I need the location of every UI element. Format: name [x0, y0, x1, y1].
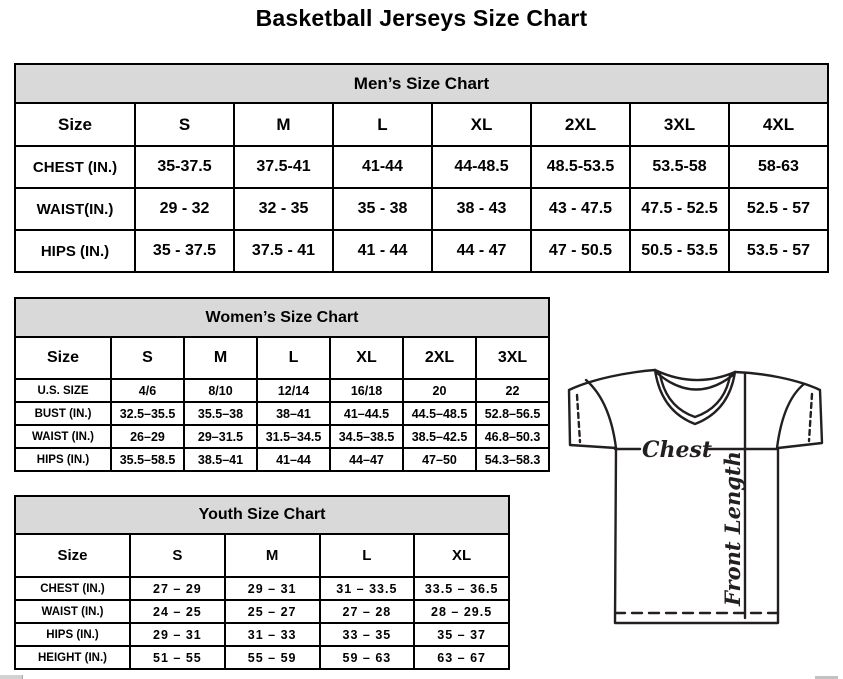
mens-value-cell: 41 - 44: [333, 230, 432, 272]
youth-row-label: WAIST (IN.): [15, 600, 130, 623]
youth-measurement-row: [15, 577, 509, 600]
womens-measurement-row: [15, 425, 549, 448]
mens-column-header-m: M: [234, 103, 333, 146]
womens-row-label: WAIST (IN.): [15, 425, 111, 448]
womens-column-header-2xl: 2XL: [403, 337, 476, 379]
mens-value-cell: 43 - 47.5: [531, 188, 630, 230]
womens-value-cell: 35.5–38: [184, 402, 257, 425]
youth-value-cell: 24 – 25: [130, 600, 225, 623]
womens-size-table: [14, 336, 550, 472]
left-cuff-stitch: [577, 395, 580, 442]
womens-measurement-row: [15, 379, 549, 402]
mens-measurement-row: [15, 146, 828, 188]
womens-value-cell: 41–44: [257, 448, 330, 471]
youth-column-header-size: Size: [15, 534, 130, 577]
womens-value-cell: 20: [403, 379, 476, 402]
mens-measurement-row: [15, 188, 828, 230]
mens-value-cell: 41-44: [333, 146, 432, 188]
chest-label: Chest: [642, 437, 713, 463]
youth-value-cell: 51 – 55: [130, 646, 225, 669]
youth-value-cell: 33 – 35: [320, 623, 415, 646]
mens-value-cell: 48.5-53.5: [531, 146, 630, 188]
womens-header-row: [15, 337, 549, 379]
jersey-measurement-diagram: [556, 363, 843, 630]
youth-row-label: HIPS (IN.): [15, 623, 130, 646]
youth-value-cell: 35 – 37: [414, 623, 509, 646]
youth-value-cell: 29 – 31: [130, 623, 225, 646]
youth-value-cell: 31 – 33: [225, 623, 320, 646]
womens-chart-header: Women’s Size Chart: [14, 297, 550, 338]
mens-column-header-l: L: [333, 103, 432, 146]
youth-measurement-row: [15, 600, 509, 623]
mens-value-cell: 35 - 38: [333, 188, 432, 230]
womens-row-label: HIPS (IN.): [15, 448, 111, 471]
womens-value-cell: 35.5–58.5: [111, 448, 184, 471]
youth-value-cell: 27 – 29: [130, 577, 225, 600]
mens-value-cell: 50.5 - 53.5: [630, 230, 729, 272]
womens-value-cell: 26–29: [111, 425, 184, 448]
mens-value-cell: 53.5-58: [630, 146, 729, 188]
youth-column-header-l: L: [320, 534, 415, 577]
womens-column-header-l: L: [257, 337, 330, 379]
womens-value-cell: 38–41: [257, 402, 330, 425]
mens-value-cell: 38 - 43: [432, 188, 531, 230]
mens-value-cell: 47 - 50.5: [531, 230, 630, 272]
mens-row-label: HIPS (IN.): [15, 230, 135, 272]
womens-value-cell: 32.5–35.5: [111, 402, 184, 425]
womens-measurement-row: [15, 402, 549, 425]
mens-column-header-xl: XL: [432, 103, 531, 146]
youth-value-cell: 28 – 29.5: [414, 600, 509, 623]
womens-column-header-s: S: [111, 337, 184, 379]
mens-value-cell: 58-63: [729, 146, 828, 188]
youth-value-cell: 27 – 28: [320, 600, 415, 623]
mens-column-header-size: Size: [15, 103, 135, 146]
womens-value-cell: 38.5–41: [184, 448, 257, 471]
mens-size-table: [14, 102, 829, 273]
womens-value-cell: 41–44.5: [330, 402, 403, 425]
youth-value-cell: 33.5 – 36.5: [414, 577, 509, 600]
mens-chart-header: Men’s Size Chart: [14, 63, 829, 104]
youth-measurement-row: [15, 623, 509, 646]
youth-column-header-xl: XL: [414, 534, 509, 577]
mens-row-label: CHEST (IN.): [15, 146, 135, 188]
womens-value-cell: 29–31.5: [184, 425, 257, 448]
womens-column-header-m: M: [184, 337, 257, 379]
womens-value-cell: 8/10: [184, 379, 257, 402]
womens-column-header-size: Size: [15, 337, 111, 379]
womens-value-cell: 22: [476, 379, 549, 402]
mens-value-cell: 32 - 35: [234, 188, 333, 230]
youth-value-cell: 55 – 59: [225, 646, 320, 669]
mens-column-header-3xl: 3XL: [630, 103, 729, 146]
mens-column-header-2xl: 2XL: [531, 103, 630, 146]
mens-value-cell: 29 - 32: [135, 188, 234, 230]
right-armhole-seam: [777, 384, 804, 448]
womens-value-cell: 4/6: [111, 379, 184, 402]
mens-column-header-s: S: [135, 103, 234, 146]
youth-size-table: [14, 533, 510, 670]
youth-column-header-s: S: [130, 534, 225, 577]
mens-value-cell: 37.5 - 41: [234, 230, 333, 272]
mens-size-chart-section: [14, 63, 829, 273]
youth-column-header-m: M: [225, 534, 320, 577]
mens-value-cell: 53.5 - 57: [729, 230, 828, 272]
womens-row-label: U.S. SIZE: [15, 379, 111, 402]
mens-row-label: WAIST(IN.): [15, 188, 135, 230]
youth-header-row: [15, 534, 509, 577]
left-armhole-seam: [586, 380, 616, 448]
youth-value-cell: 63 – 67: [414, 646, 509, 669]
mens-header-row: [15, 103, 828, 146]
mens-value-cell: 44-48.5: [432, 146, 531, 188]
youth-value-cell: 31 – 33.5: [320, 577, 415, 600]
womens-value-cell: 46.8–50.3: [476, 425, 549, 448]
mens-value-cell: 44 - 47: [432, 230, 531, 272]
youth-value-cell: 59 – 63: [320, 646, 415, 669]
collar-top-arc: [655, 370, 735, 380]
womens-value-cell: 34.5–38.5: [330, 425, 403, 448]
womens-value-cell: 54.3–58.3: [476, 448, 549, 471]
mens-value-cell: 35 - 37.5: [135, 230, 234, 272]
scrollbar-fragment-left[interactable]: [0, 675, 23, 679]
womens-size-chart-section: [14, 297, 550, 472]
youth-measurement-row: [15, 646, 509, 669]
front-length-label: Front Length: [720, 451, 745, 606]
womens-value-cell: 44–47: [330, 448, 403, 471]
youth-value-cell: 25 – 27: [225, 600, 320, 623]
womens-value-cell: 31.5–34.5: [257, 425, 330, 448]
womens-measurement-row: [15, 448, 549, 471]
right-cuff-stitch: [809, 394, 812, 441]
womens-value-cell: 47–50: [403, 448, 476, 471]
womens-value-cell: 16/18: [330, 379, 403, 402]
mens-column-header-4xl: 4XL: [729, 103, 828, 146]
womens-row-label: BUST (IN.): [15, 402, 111, 425]
mens-value-cell: 37.5-41: [234, 146, 333, 188]
mens-value-cell: 35-37.5: [135, 146, 234, 188]
youth-row-label: CHEST (IN.): [15, 577, 130, 600]
womens-column-header-xl: XL: [330, 337, 403, 379]
womens-value-cell: 12/14: [257, 379, 330, 402]
page-title: Basketball Jerseys Size Chart: [255, 5, 588, 31]
youth-value-cell: 29 – 31: [225, 577, 320, 600]
womens-value-cell: 38.5–42.5: [403, 425, 476, 448]
youth-size-chart-section: [14, 495, 510, 670]
womens-column-header-3xl: 3XL: [476, 337, 549, 379]
youth-chart-header: Youth Size Chart: [14, 495, 510, 535]
mens-value-cell: 52.5 - 57: [729, 188, 828, 230]
mens-value-cell: 47.5 - 52.5: [630, 188, 729, 230]
womens-value-cell: 44.5–48.5: [403, 402, 476, 425]
mens-measurement-row: [15, 230, 828, 272]
womens-value-cell: 52.8–56.5: [476, 402, 549, 425]
youth-row-label: HEIGHT (IN.): [15, 646, 130, 669]
